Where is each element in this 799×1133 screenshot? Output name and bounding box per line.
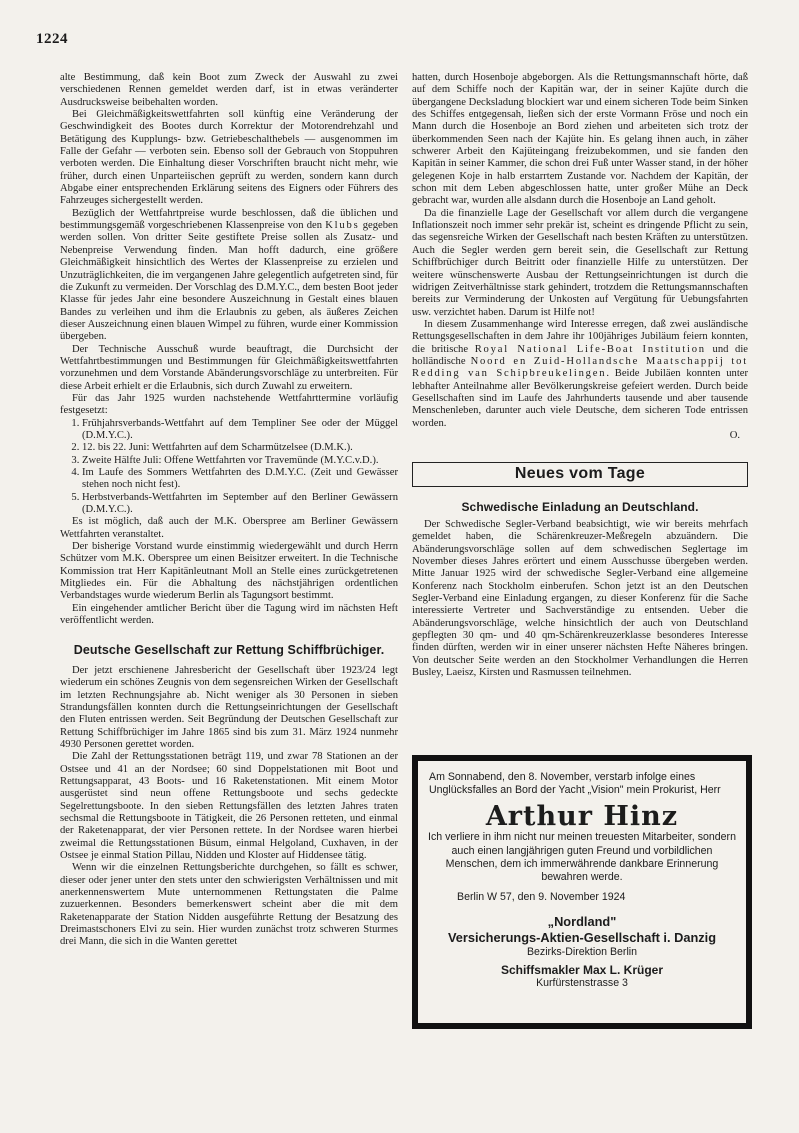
left-column <box>60 72 398 949</box>
text-run: In diesem Zusammenhange wird Interesse erregen, daß zwei ausländische Rettungsgesellschaften in dem Jahre ihr 100jähriges Jubiläum feiern konnten, die britische <box>412 318 748 355</box>
paragraph: Ein eingehender amtlicher Bericht über die Tagung wird im nächsten Heft veröffentlicht werden. <box>60 602 398 627</box>
list-item: 5. Herbstverbands-Wettfahrten im September auf den Berliner Gewässern (D.M.Y.C.). <box>82 492 398 517</box>
spaced-text: Royal National Life-Boat Institution <box>474 343 706 355</box>
paragraph: Der Schwedische Segler-Verband beabsichtigt, wie wir bereits mehrfach gemeldet haben, die Schärenkreuzer-Meßregeln abzuändern. Die Abänderungsvorschläge sollen auf dem schwedischen Seglertage im November dieses Jahres erörtert und einem Ausschusse übergeben werden. Mitte Januar 1925 wird der schwedische Segler-Verband eine allgemeine Konferenz nach Stockholm einberufen. Schon jetzt ist an den Deutschen Segler-Verband eine Einladung ergangen, zu dieser Konferenz für die Sache interessierte Vertreter und Sachverständige zu entsenden. Ueber die Abänderungsvorschläge, welche hinsichtlich der auch von Deutschland gepflegten 30 qm- und 40 qm-Schärenkreuzerklasse besonderes Interesse finden dürften, werden wir in einer unserer nächsten Hefte Näheres bringen. Von deutscher Seite werden an den Stockholmer Verhandlungen die Herren Busley, Laeisz, Kirsten und Rasmussen teilnehmen. <box>412 519 748 679</box>
broker-name: Schiffsmakler Max L. Krüger <box>500 962 664 977</box>
paragraph: Die Zahl der Rettungsstationen beträgt 119, und zwar 78 Stationen an der Ostsee und 41 an der Nordsee; 60 sind Doppelstationen mit Boot und Rettungsapparat, 43 Boots- und 16 Raketenstationen. Mit einem Motor ausgerüstet sind neun offene Rettungsboote und sechs gedeckte Segelrettungsboote. In den sieben Rettungsfällen des letzten Jahres traten sechsmal die Rettungsboote in Tätigkeit, die 26 Personen retteten, und einmal der Raketenapparat, der vier Personen rettete. In der Nordsee waren hierbei zweimal die Rettungsstationen Büsum, einmal Helgoland, Cuxhaven, in der Ostsee je einmal Station Pillau, Nidden und Kloster auf Hiddensee tätig. <box>60 751 398 861</box>
paragraph: Für das Jahr 1925 wurden nachstehende Wettfahrttermine vorläufig festgesetzt: <box>60 392 398 417</box>
text-run: gegeben werden sollen. Von dritter Seite gestiftete Preise sollen als Zusatz- und Nebenpreise Verwendung finden. Man hofft dadurch, eine größere Gleichmäßigkeit hinsichtlich des Wertes der Klassenpreise zu erzielen und Unzuträglichkeiten, die im vergangenen Jahre gelegentlich aufgetreten sind, für die Zukunft zu vermeiden. Der Vorschlag des D.M.Y.C., dem besten Boot jeder Klasse für jedes Jahr eine besondere Auszeichnung in Gestalt eines blauen Bandes zu verleihen und ihm die Erlaubnis zu geben, als äußeres Zeichen dieser Auszeichnung einen blauen Wimpel zu führen, wurde einer Kommission übergeben. <box>60 220 398 343</box>
paragraph: Da die finanzielle Lage der Gesellschaft vor allem durch die vergangene Inflationszeit noch immer sehr prekär ist, scheint es dringende Pflicht zu sein, das segensreiche Wirken der Gesellschaft nach besten Kräften zu unterstützen. Auch die Segler werden gern bereit sein, die Gesellschaft zur Rettung Schiffbrüchiger durch Beitritt oder finanzielle Hilfe zu unterstützen. Der weitere wünschenswerte Ausbau der Rettungseinrichtungen ist durch die widrigen Zeitverhältnisse stark gehindert, trotzdem die Rettungsmannschaften bereits zur Verminderung der Unkosten auf Vergütung für Uebungsfahrten usw. verzichtet haben. Darum ist Hilfe not! <box>412 207 748 318</box>
obituary-date: Berlin W 57, den 9. November 1924 <box>457 890 626 903</box>
text-run: Bezüglich der Wettfahrtpreise wurde beschlossen, daß die üblichen und bestimmungsgemäß vorgeschriebenen Klassenpreise von den <box>60 207 398 232</box>
company-name: Versicherungs-Aktien-Gesellschaft i. Danzig <box>447 930 717 946</box>
paragraph: alte Bestimmung, daß kein Boot zum Zweck der Auswahl zu zwei verschiedenen Rennen gemeldet werden darf, ist in etwas veränderter Ausdrucksweise beibehalten worden. <box>60 72 398 108</box>
paragraph: Bei Gleichmäßigkeitswettfahrten soll künftig eine Veränderung der Geschwindigkeit des Bootes durch Korrektur der Motorendrehzahl und Betätigung des Kupplungs- bzw. Getriebeschalthebels — ausgenommen im Falle der Gefahr — verboten sein. Ebenso soll der Gebrauch von Stoppuhren verboten werden. Die Einhaltung dieser Vorschriften braucht nicht mehr, wie früher, durch einen Unparteiischen geprüft zu werden, sondern kann durch Abgabe einer entsprechenden Erklärung seitens des Eigners oder Führers des Fahrzeuges sichergestellt werden. <box>60 109 398 207</box>
page-number: 1224 <box>36 31 68 47</box>
paragraph: Der Technische Ausschuß wurde beauftragt, die Durchsicht der Wettfahrtbestimmungen und Bestimmungen für Gleichmäßigkeitswettfahrten vorzunehmen und dem Vorstande Abänderungsvorschläge zu unterbreiten. Für diese Arbeit erhielt er die Erlaubnis, sich durch Zuwahl zu erweitern. <box>60 343 398 392</box>
paragraph: Der jetzt erschienene Jahresbericht der Gesellschaft über 1923/24 legt wiederum ein schönes Zeugnis von dem segensreichen Wirken der Gesellschaft im letzten Rechnungsjahre ab. Nicht weniger als 30 Personen in sieben Strandungsfällen konnten durch die Rettungseinrichtungen der Gesellschaft den Fluten entrissen werden. Seit Begründung der Deutschen Gesellschaft zur Rettung Schiffbrüchiger im Jahre 1865 sind bis zum 31. März 1924 nunmehr 4930 Personen gerettet worden. <box>60 664 398 750</box>
section-heading: Schwedische Einladung an Deutschland. <box>461 499 699 514</box>
paragraph: Der bisherige Vorstand wurde einstimmig wiedergewählt und durch Herrn Schützer vom M.K. Oberspree um einen Beisitzer erweitert. In die Technische Kommission trat Herr Kapitänleutnant Moll an Stelle eines zurückgetretenen Mitgliedes ein. Für die Abhaltung des nächstjährigen ordentlichen Verbandstages wurde wiederum Berlin als Tagungsort bestimmt. <box>60 541 398 602</box>
spaced-text: Noord en Zuid-Hollandsche Maatschappij tot Redding van Schipbreukelingen <box>412 355 748 380</box>
news-section-box: Neues vom Tage <box>412 462 748 486</box>
company-short-name: „Nordland" <box>547 914 617 930</box>
spaced-text: Klubs <box>325 220 360 232</box>
section-heading: Deutsche Gesellschaft zur Rettung Schiffbrüchiger. <box>73 643 385 658</box>
paragraph <box>60 208 398 344</box>
paragraph: Es ist möglich, daß auch der M.K. Oberspree am Berliner Gewässern Wettfahrten veranstaltet. <box>60 516 398 540</box>
text-run: und die holländische <box>412 343 749 367</box>
paragraph: hatten, durch Hosenboje abgeborgen. Als die Rettungsmannschaft hörte, daß auf dem Schiffe noch der Kapitän war, der in seiner Kajüte durch die übergangene Decksladung blockiert war und einem sicheren Tode beim Sinken des Schiffes entgegensah, ließen sich der erste Vormann Fröse und noch ein Mann durch die Hosenboje an Bord ziehen und arbeiteten sich trotz der überkommenden Seen nach der Kajüte hin. Es gelang ihnen auch, in zäher schwerer Arbeit den Kajüteingang freizubekommen, und sie fanden den Kapitän in seiner Kammer, die schon drei Fuß unter Wasser stand, in der höher gelegenen Koje in halb erstarrtem Zustande vor. Nachdem der Kapitän, der schon mit dem Leben abgeschlossen hatte, unter großer Mühe an Deck gebracht war, wurden alle alsdann durch die Hosenboje an Land geholt. <box>412 72 748 207</box>
list-item: 3. Zweite Hälfte Juli: Offene Wettfahrten vor Travemünde (M.Y.C.v.D.). <box>82 455 398 467</box>
author-signature: O. <box>729 429 740 441</box>
obituary-name: Arthur Hinz <box>485 800 679 832</box>
list-item: 4. Im Laufe des Sommers Wettfahrten des D.M.Y.C. (Zeit und Gewässer stehen noch nicht fest). <box>82 467 398 492</box>
broker-address: Kurfürstenstrasse 3 <box>536 977 628 990</box>
paragraph <box>412 319 748 430</box>
paragraph: Wenn wir die einzelnen Rettungsberichte durchgehen, so fällt es schwer, dieser oder jener unter den stets unter den schwierigsten Verhältnissen und mit anerkennenswertem Mute unternommenen Rettungstaten die Palme zuzuerkennen. Besonders bemerkenswert scheint aber die mit dem Raketenapparate der Station Nidden ausgeführte Rettung der Besatzung des Dreimastschoners Elvi zu sein. Hier wurden zunächst trotz schweren Sturmes drei Mann, die sich in die Wanten gerettet <box>60 862 398 948</box>
text-run: . Beide Jubiläen konnten unter lebhafter Anteilnahme aller Bevölkerungskreise gefeiert werden. Durch beide Gesellschaften sind im Laufe des Jahrhunderts tausende und aber tausende Menschenleben, darunter auch viele Deutsche, dem sicheren Tode entrissen worden. <box>412 368 749 429</box>
company-office: Bezirks-Direktion Berlin <box>526 946 638 959</box>
obituary-intro: Am Sonnabend, den 8. November, verstarb infolge eines Unglücksfalles an Bord der Yacht „Vision" mein Prokurist, Herr <box>429 771 721 797</box>
list-item: 1. Frühjahrsverbands-Wettfahrt auf dem Templiner See oder der Müggel (D.M.Y.C.). <box>82 418 398 443</box>
obituary-text: Ich verliere in ihm nicht nur meinen treuesten Mitarbeiter, sondern auch einen langjährigen guten Freund und vorbildlichen Menschen, dem ich immerwährende dankbare Erinnerung bewahren werde. <box>428 831 736 884</box>
regatta-dates-list <box>60 418 398 517</box>
right-column <box>412 72 748 679</box>
obituary-notice <box>412 755 752 1029</box>
list-item: 2. 12. bis 22. Juni: Wettfahrten auf dem Scharmützelsee (D.M.K.). <box>82 442 398 454</box>
